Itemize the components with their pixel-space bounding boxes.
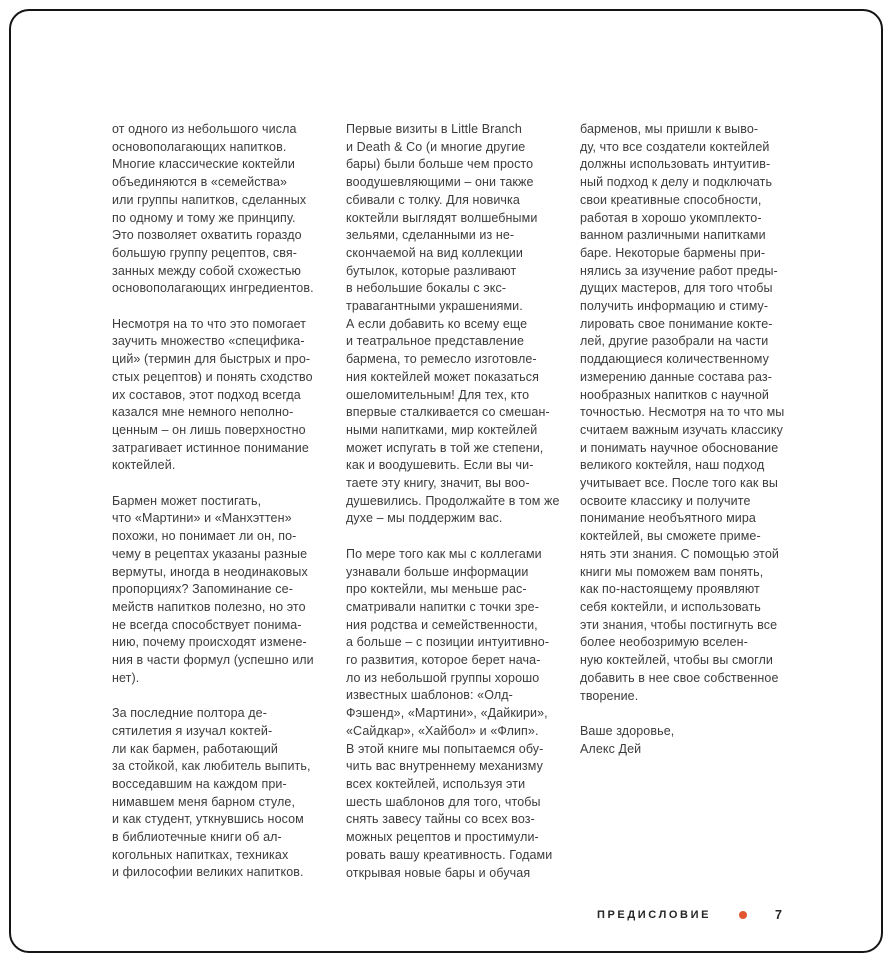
text-line: добавить в нее свое собственное [580, 670, 779, 685]
paragraph [580, 121, 785, 705]
text-line: лей, другие разобрали на части [580, 334, 769, 349]
text-line: не всегда способствует понима- [112, 617, 302, 632]
text-line: учитывает все. После того как вы [580, 476, 778, 491]
text-line: большую группу рецептов, свя- [112, 245, 297, 260]
text-line: впервые сталкивается со смешан- [346, 405, 550, 420]
text-line: должны использовать интуитив- [580, 157, 771, 172]
text-line: чить вас внутреннему механизму [346, 759, 543, 774]
text-column-3 [580, 121, 785, 882]
text-line: бутылок, которые разливают [346, 263, 517, 278]
text-line: великого коктейля, наш подход [580, 458, 765, 473]
text-line: книги мы поможем вам понять, [580, 564, 764, 579]
text-line: ций» (термин для быстрых и про- [112, 352, 311, 367]
paragraph [112, 121, 312, 298]
text-line: го развития, которое берет нача- [346, 653, 541, 668]
text-line: точностью. Несмотря на то что мы [580, 405, 785, 420]
text-line: Ваше здоровье, [580, 723, 675, 738]
text-column-1 [112, 121, 312, 882]
text-line: ванном различными напитками [580, 228, 766, 243]
paragraph [112, 705, 312, 882]
footer-section-title: ПРЕДИСЛОВИЕ [596, 909, 712, 921]
text-line: открывая новые бары и обучая [346, 865, 531, 880]
text-line: бармена, то ремесло изготовле- [346, 352, 537, 367]
text-line: может испугать в той же степени, [346, 440, 544, 455]
text-line: ду, что все создатели коктейлей [580, 139, 770, 154]
text-line: по одному и тому же принципу. [112, 210, 296, 225]
text-line: нообразных напитков с научной [580, 387, 770, 402]
text-line: получить информацию и стиму- [580, 299, 769, 314]
text-line: нимавшем меня барном стуле, [112, 794, 296, 809]
text-line: объединяются в «семейства» [112, 175, 288, 190]
text-line: себя коктейли, и использовать [580, 599, 761, 614]
text-line: ными напитками, мир коктейлей [346, 422, 538, 437]
text-line: и философии великих напитков. [112, 865, 304, 880]
text-line: и театральное представление [346, 334, 524, 349]
page-footer [597, 908, 782, 922]
text-line: мейств напитков полезно, но это [112, 599, 306, 614]
text-line: пропорциях? Запоминание се- [112, 582, 293, 597]
text-line: про коктейли, мы меньше рас- [346, 582, 527, 597]
text-line: нялись за изучение работ преды- [580, 263, 778, 278]
paragraph [112, 316, 312, 475]
text-line: коктейли выглядят волшебными [346, 210, 538, 225]
text-line: в небольшие бокалы с экс- [346, 281, 507, 296]
text-line: их составов, этот подход всегда [112, 387, 301, 402]
text-line: шесть шаблонов для того, чтобы [346, 794, 541, 809]
text-line: более необозримую вселен- [580, 635, 748, 650]
text-line: нять эти знания. С помощью этой [580, 546, 779, 561]
text-line: сятилетия я изучал коктей- [112, 723, 273, 738]
text-line: освоите классику и получите [580, 493, 751, 508]
text-line: барменов, мы пришли к выво- [580, 122, 759, 136]
text-line: Многие классические коктейли [112, 157, 295, 172]
text-line: ния родства и семейственности, [346, 617, 538, 632]
text-line: занных между собой схожестью [112, 263, 302, 278]
text-line: как и воодушевить. Если вы чи- [346, 458, 534, 473]
text-line: известных шаблонов: «Олд- [346, 688, 513, 703]
text-line: затрагивает истинное понимание [112, 440, 309, 455]
signature-paragraph [580, 723, 780, 758]
text-line: и Death & Co (и многие другие [346, 139, 526, 154]
text-line: и понимать научное обоснование [580, 440, 779, 455]
text-line: нию, почему происходят измене- [112, 635, 307, 650]
text-line: А если добавить ко всему еще [346, 316, 528, 331]
text-column-2 [346, 121, 560, 882]
text-line: ровать вашу креативность. Годами [346, 847, 553, 862]
text-line: всех коктейлей, используя эти [346, 777, 526, 791]
text-line: Несмотря на то что это помогает [112, 316, 307, 331]
text-line: вермуты, иногда в неодинаковых [112, 564, 308, 579]
text-line: измерению данные состава раз- [580, 369, 772, 384]
text-line: скончаемой на вид коллекции [346, 245, 523, 260]
text-line: эти знания, чтобы постигнуть все [580, 617, 778, 632]
text-line: когольных напитках, техниках [112, 847, 289, 862]
text-line: от одного из небольшого числа [112, 122, 297, 136]
text-line: понимание необъятного мира [580, 511, 756, 526]
text-line: нет). [112, 670, 140, 685]
text-line: творение. [580, 688, 639, 703]
text-line: восседавшим на каждом при- [112, 776, 287, 791]
page-number: 7 [775, 908, 782, 922]
text-line: Первые визиты в Little Branch [346, 122, 522, 136]
text-line: сбивали с толку. Для новичка [346, 192, 520, 207]
text-line: ценным – он лишь поверхностно [112, 422, 306, 437]
text-line: стых рецептов) и понять сходство [112, 369, 313, 384]
text-line: коктейлей. [112, 458, 176, 473]
text-line: заучить множество «специфика- [112, 334, 305, 349]
text-line: ло из небольшой группы хорошо [346, 670, 540, 685]
footer-separator-dot-icon [739, 911, 747, 919]
text-line: работая в хорошо укомплекто- [580, 210, 762, 225]
text-line: снять завесу тайны со всех воз- [346, 812, 535, 827]
text-line: свои креативные способности, [580, 192, 762, 207]
text-line: и как студент, уткнувшись носом [112, 812, 304, 827]
text-line: в библиотечные книги об ал- [112, 830, 282, 845]
text-line: основополагающих ингредиентов. [112, 281, 314, 296]
text-line: душевились. Продолжайте в том же [346, 493, 560, 508]
text-line: «Сайдкар», «Хайбол» и «Флип». [346, 723, 539, 738]
text-line: таете эту книгу, значит, вы воо- [346, 476, 530, 491]
text-line: казался мне немного неполно- [112, 405, 294, 420]
text-line: сматривали напитки с точки зре- [346, 599, 539, 614]
text-line: дущих мастеров, для того чтобы [580, 281, 773, 296]
text-line: Алекс Дей [580, 741, 642, 756]
text-line: ную коктейлей, чтобы вы смогли [580, 653, 773, 668]
text-line: поддающиеся количественному [580, 352, 769, 367]
text-line: ли как бармен, работающий [112, 741, 278, 756]
text-line: чему в рецептах указаны разные [112, 546, 308, 561]
text-line: Фэшенд», «Мартини», «Дайкири», [346, 706, 548, 721]
text-line: лировать свое понимание кокте- [580, 316, 773, 331]
text-line: как по-настоящему проявляют [580, 582, 760, 597]
text-line: похожи, но понимает ли он, по- [112, 529, 297, 544]
text-line: воодушевляющими – они также [346, 175, 534, 190]
text-line: Это позволяет охватить гораздо [112, 228, 302, 243]
text-line: а больше – с позиции интуитивно- [346, 635, 550, 650]
paragraph [112, 493, 312, 688]
text-line: баре. Некоторые бармены при- [580, 245, 766, 260]
text-line: В этой книге мы попытаемся обу- [346, 741, 544, 756]
text-line: основополагающих напитков. [112, 139, 287, 154]
text-line: или группы напитков, сделанных [112, 192, 307, 207]
text-line: ния в части формул (успешно или [112, 653, 314, 668]
paragraph [346, 546, 553, 882]
text-line: можных рецептов и простимули- [346, 830, 539, 845]
text-line: Бармен может постигать, [112, 493, 262, 508]
text-line: коктейлей, вы сможете приме- [580, 529, 761, 544]
text-line: ния коктейлей может показаться [346, 369, 539, 384]
text-line: что «Мартини» и «Манхэттен» [112, 511, 292, 526]
text-line: считаем важным изучать классику [580, 422, 783, 437]
text-line: ошеломительным! Для тех, кто [346, 387, 530, 402]
text-line: бары) были больше чем просто [346, 157, 534, 172]
text-line: духе – мы поддержим вас. [346, 511, 503, 526]
text-line: узнавали больше информации [346, 564, 529, 579]
text-line: зельями, сделанными из не- [346, 228, 515, 243]
text-line: травагантными украшениями. [346, 299, 523, 314]
paragraph [346, 121, 560, 528]
text-columns [112, 121, 785, 882]
text-line: ный подход к делу и подключать [580, 175, 773, 190]
text-line: По мере того как мы с коллегами [346, 546, 542, 561]
text-line: За последние полтора де- [112, 706, 267, 721]
text-line: за стойкой, как любитель выпить, [112, 759, 311, 774]
